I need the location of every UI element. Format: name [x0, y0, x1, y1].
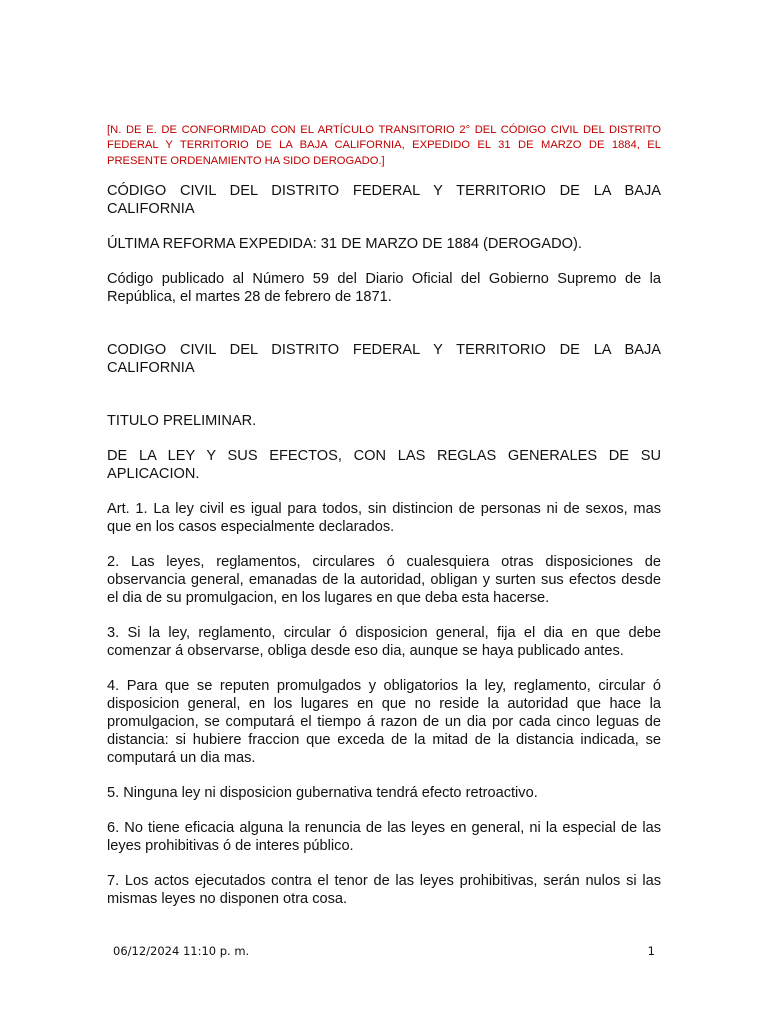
article-6: 6. No tiene eficacia alguna la renuncia de las leyes en general, ni la especial de las leyes prohibitivas ó de interes público.	[107, 819, 661, 854]
last-reform: ÚLTIMA REFORMA EXPEDIDA: 31 DE MARZO DE 1884 (DEROGADO).	[107, 235, 582, 252]
page-number: 1	[647, 944, 655, 958]
article-1: Art. 1. La ley civil es igual para todos, sin distincion de personas ni de sexos, mas que en los casos especialmente declarados.	[107, 500, 661, 535]
titulo-heading: TITULO PRELIMINAR.	[107, 412, 257, 429]
document-title-repeat: CODIGO CIVIL DEL DISTRITO FEDERAL Y TERRITORIO DE LA BAJA CALIFORNIA	[107, 341, 661, 376]
document-title: CÓDIGO CIVIL DEL DISTRITO FEDERAL Y TERRITORIO DE LA BAJA CALIFORNIA	[107, 182, 661, 217]
footer-date: 06/12/2024 11:10 p. m.	[113, 944, 250, 958]
article-3: 3. Si la ley, reglamento, circular ó disposicion general, fija el dia en que debe comenzar á observarse, obliga desde eso dia, aunque se haya publicado antes.	[107, 624, 661, 659]
editor-note: [N. DE E. DE CONFORMIDAD CON EL ARTÍCULO TRANSITORIO 2° DEL CÓDIGO CIVIL DEL DISTRITO FEDERAL Y TERRITORIO DE LA BAJA CALIFORNIA, EXPEDIDO EL 31 DE MARZO DE 1884, EL PRESENTE ORDENAMIENTO HA SIDO DEROGADO.]	[107, 124, 661, 167]
publication-note: Código publicado al Número 59 del Diario Oficial del Gobierno Supremo de la República, el martes 28 de febrero de 1871.	[107, 270, 661, 305]
document-page	[107, 123, 661, 925]
chapter-heading: DE LA LEY Y SUS EFECTOS, CON LAS REGLAS GENERALES DE SU APLICACION.	[107, 447, 661, 482]
article-4: 4. Para que se reputen promulgados y obligatorios la ley, reglamento, circular ó disposicion general, en los lugares en que no reside la autoridad que hace la promulgacion, se computará el tiempo á razon de un dia por cada cinco leguas de distancia: si hubiere fraccion que exceda de la mitad de la distancia indicada, se computará un dia mas.	[107, 677, 661, 766]
article-7: 7. Los actos ejecutados contra el tenor de las leyes prohibitivas, serán nulos si las mismas leyes no disponen otra cosa.	[107, 872, 661, 907]
article-2: 2. Las leyes, reglamentos, circulares ó cualesquiera otras disposiciones de observancia general, emanadas de la autoridad, obligan y surten sus efectos desde el dia de su promulgacion, en los lugares en que deba esta hacerse.	[107, 553, 661, 606]
article-5: 5. Ninguna ley ni disposicion gubernativa tendrá efecto retroactivo.	[107, 784, 538, 801]
